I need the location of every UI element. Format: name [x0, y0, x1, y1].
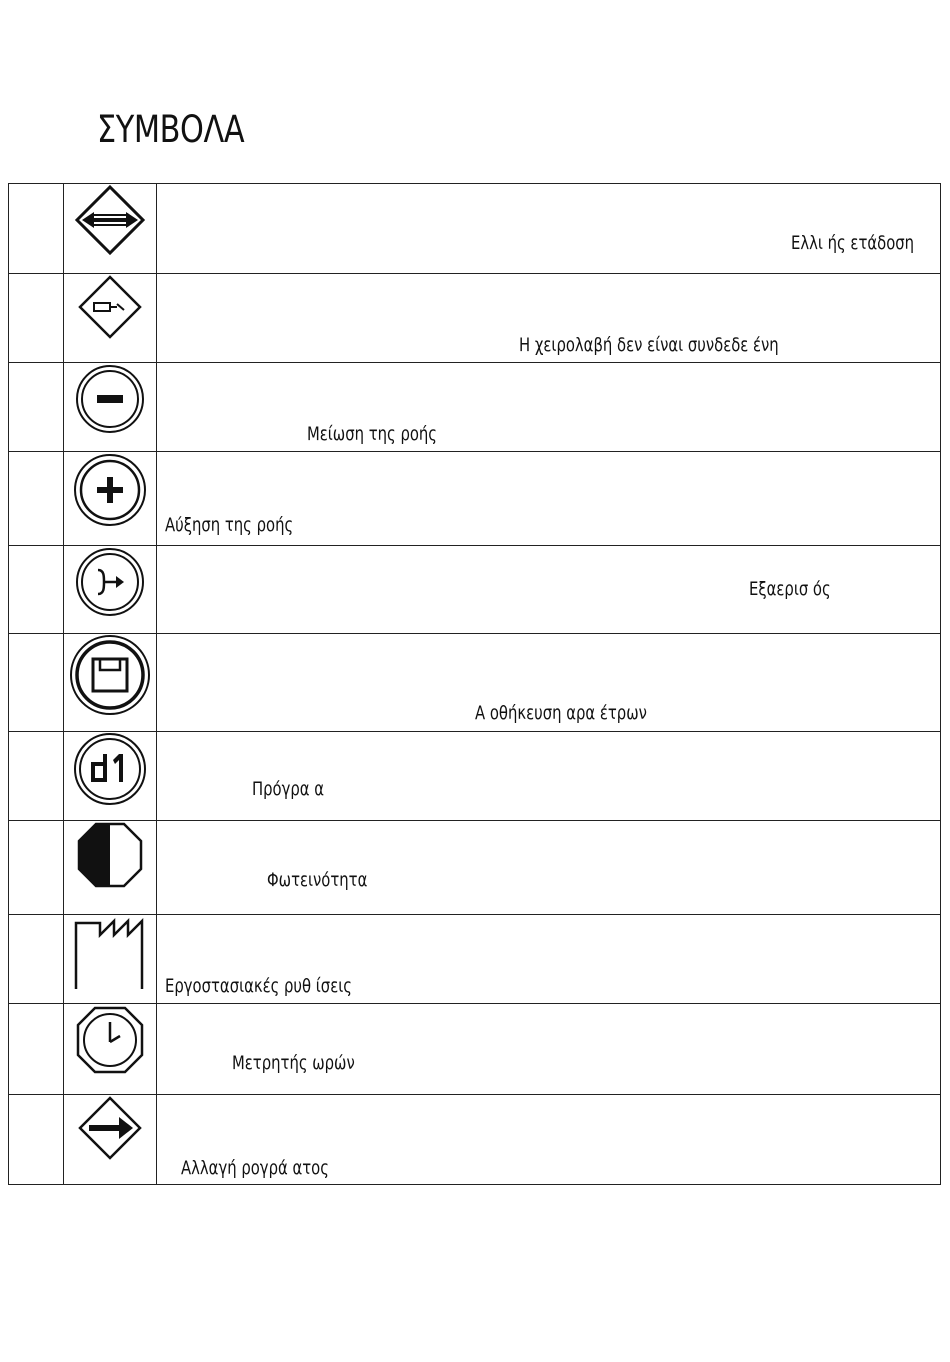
table-row	[9, 274, 941, 363]
table-row	[9, 1095, 941, 1185]
clock-hour-counter-icon	[75, 1004, 145, 1076]
d1-program-circle-icon	[73, 732, 147, 806]
row-number-cell	[9, 452, 64, 546]
symbol-label: Εξαερισ ός	[749, 578, 831, 600]
symbol-label: Μετρητής ωρών	[232, 1052, 355, 1074]
save-floppy-circle-icon	[69, 634, 151, 716]
symbol-label: Αλλαγή ρογρά ατος	[181, 1157, 329, 1179]
plus-circle-icon	[72, 452, 148, 528]
row-number-cell	[9, 915, 64, 1004]
table-row	[9, 184, 941, 274]
table-row	[9, 546, 941, 634]
row-number-cell	[9, 274, 64, 363]
table-row	[9, 915, 941, 1004]
table-row	[9, 363, 941, 452]
row-number-cell	[9, 1004, 64, 1095]
page-title: ΣΥΜΒΟΛΑ	[97, 108, 245, 151]
program-change-diamond-icon	[77, 1095, 143, 1161]
table-row	[9, 821, 941, 915]
row-number-cell	[9, 363, 64, 452]
row-number-cell	[9, 821, 64, 915]
handle-disconnected-diamond-icon	[77, 274, 143, 340]
symbol-label: Πρόγρα α	[252, 778, 325, 800]
symbol-label: Μείωση της ροής	[307, 423, 438, 445]
row-number-cell	[9, 1095, 64, 1185]
table-row	[9, 732, 941, 821]
symbol-label: Ελλι ής ετάδοση	[791, 232, 915, 254]
table-row	[9, 452, 941, 546]
brightness-octagon-icon	[76, 821, 144, 889]
purge-arrow-circle-icon	[74, 546, 146, 618]
row-number-cell	[9, 546, 64, 634]
symbol-label: Αύξηση της ροής	[165, 514, 294, 536]
row-number-cell	[9, 732, 64, 821]
bidirectional-arrow-diamond-icon	[74, 184, 146, 256]
symbol-label: Φωτεινότητα	[267, 869, 368, 891]
minus-circle-icon	[74, 363, 146, 435]
row-number-cell	[9, 634, 64, 732]
table-row	[9, 634, 941, 732]
symbol-label: Η χειρολαβή δεν είναι συνδεδε ένη	[519, 334, 779, 356]
factory-settings-icon	[70, 915, 150, 991]
symbol-label: Εργοστασιακές ρυθ ίσεις	[165, 975, 352, 997]
row-number-cell	[9, 184, 64, 274]
table-row	[9, 1004, 941, 1095]
symbol-label: Α οθήκευση αρα έτρων	[475, 702, 647, 724]
symbols-table	[8, 183, 941, 1185]
